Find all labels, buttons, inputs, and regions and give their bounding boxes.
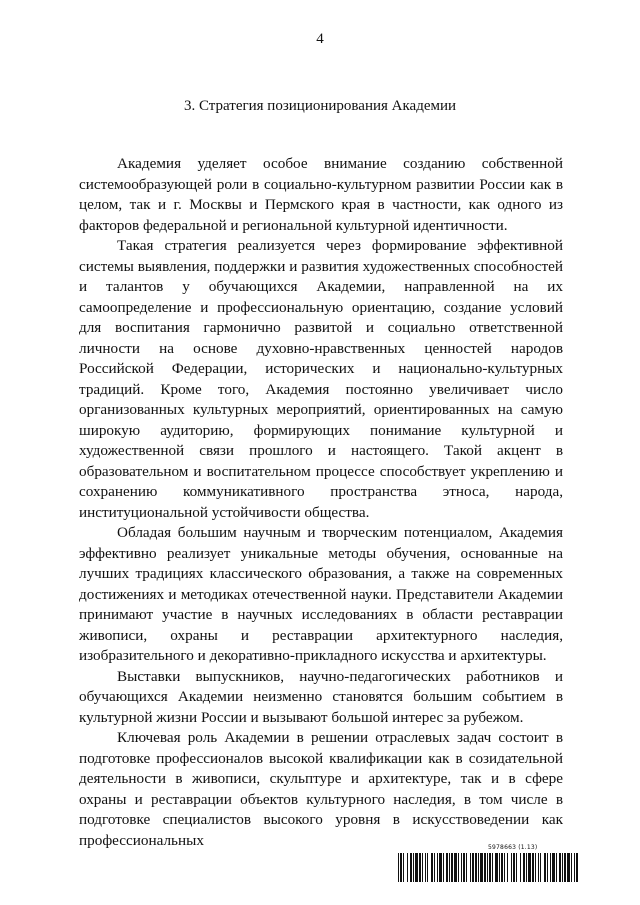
section-title: 3. Стратегия позиционирования Академии xyxy=(183,98,457,114)
paragraph-3: Обладая большим научным и творческим потенциалом, Академия эффективно реализует уникальные методы обучения, основанные на лучших традициях классического образования, а также на современных достижениях и методиках отечественной науки. Представители Академии принимают участие в научных исследованиях в области реставрации живописи, охраны и реставрации архитектурного наследия, изобразительного и декоративно-прикладного искусства и архитектуры. xyxy=(79,524,563,664)
paragraph-2: Такая стратегия реализуется через формирование эффективной системы выявления, поддержки и развития художественных способностей и талантов у обучающихся Академии, направленной на их самоопределение и профессиональную ориентацию, создание условий для воспитания гармонично развитой и социально ответственной личности на основе духовно-нравственных ценностей народов Российской Федерации, исторических и национально-культурных традиций. Кроме того, Академия постоянно увеличивает число организованных культурных мероприятий, ориентированных на самую широкую аудиторию, формирующих понимание культурной и художественной связи прошлого и настоящего. Такой акцент в образовательном и воспитательном процессе способствует укреплению и сохранению коммуникативного пространства этноса, народа, институциональной устойчивости общества. xyxy=(79,237,563,521)
barcode-id-text: 5978663 (1.13) xyxy=(488,844,538,851)
barcode-icon xyxy=(398,853,578,882)
barcode-block xyxy=(398,844,578,882)
paragraph-5: Ключевая роль Академии в решении отраслевых задач состоит в подготовке профессионалов высокой квалификации как в созидательной деятельности в живописи, скульптуре и архитектуре, так и в сфере охраны и реставрации объектов культурного наследия, в том числе в подготовке специалистов высокого уровня в искусствоведении как профессиональных xyxy=(79,729,563,849)
paragraph-1: Академия уделяет особое внимание созданию собственной системообразующей роли в социально-культурном развитии России как в целом, так и г. Москвы и Пермского края в частности, как одного из факторов федеральной и региональной культурной идентичности. xyxy=(79,155,563,234)
paragraph-4: Выставки выпускников, научно-педагогических работников и обучающихся Академии неизменно становятся большим событием в культурной жизни России и вызывают большой интерес за рубежом. xyxy=(79,667,563,726)
body-text xyxy=(79,154,563,851)
page-number: 4 xyxy=(316,31,324,47)
